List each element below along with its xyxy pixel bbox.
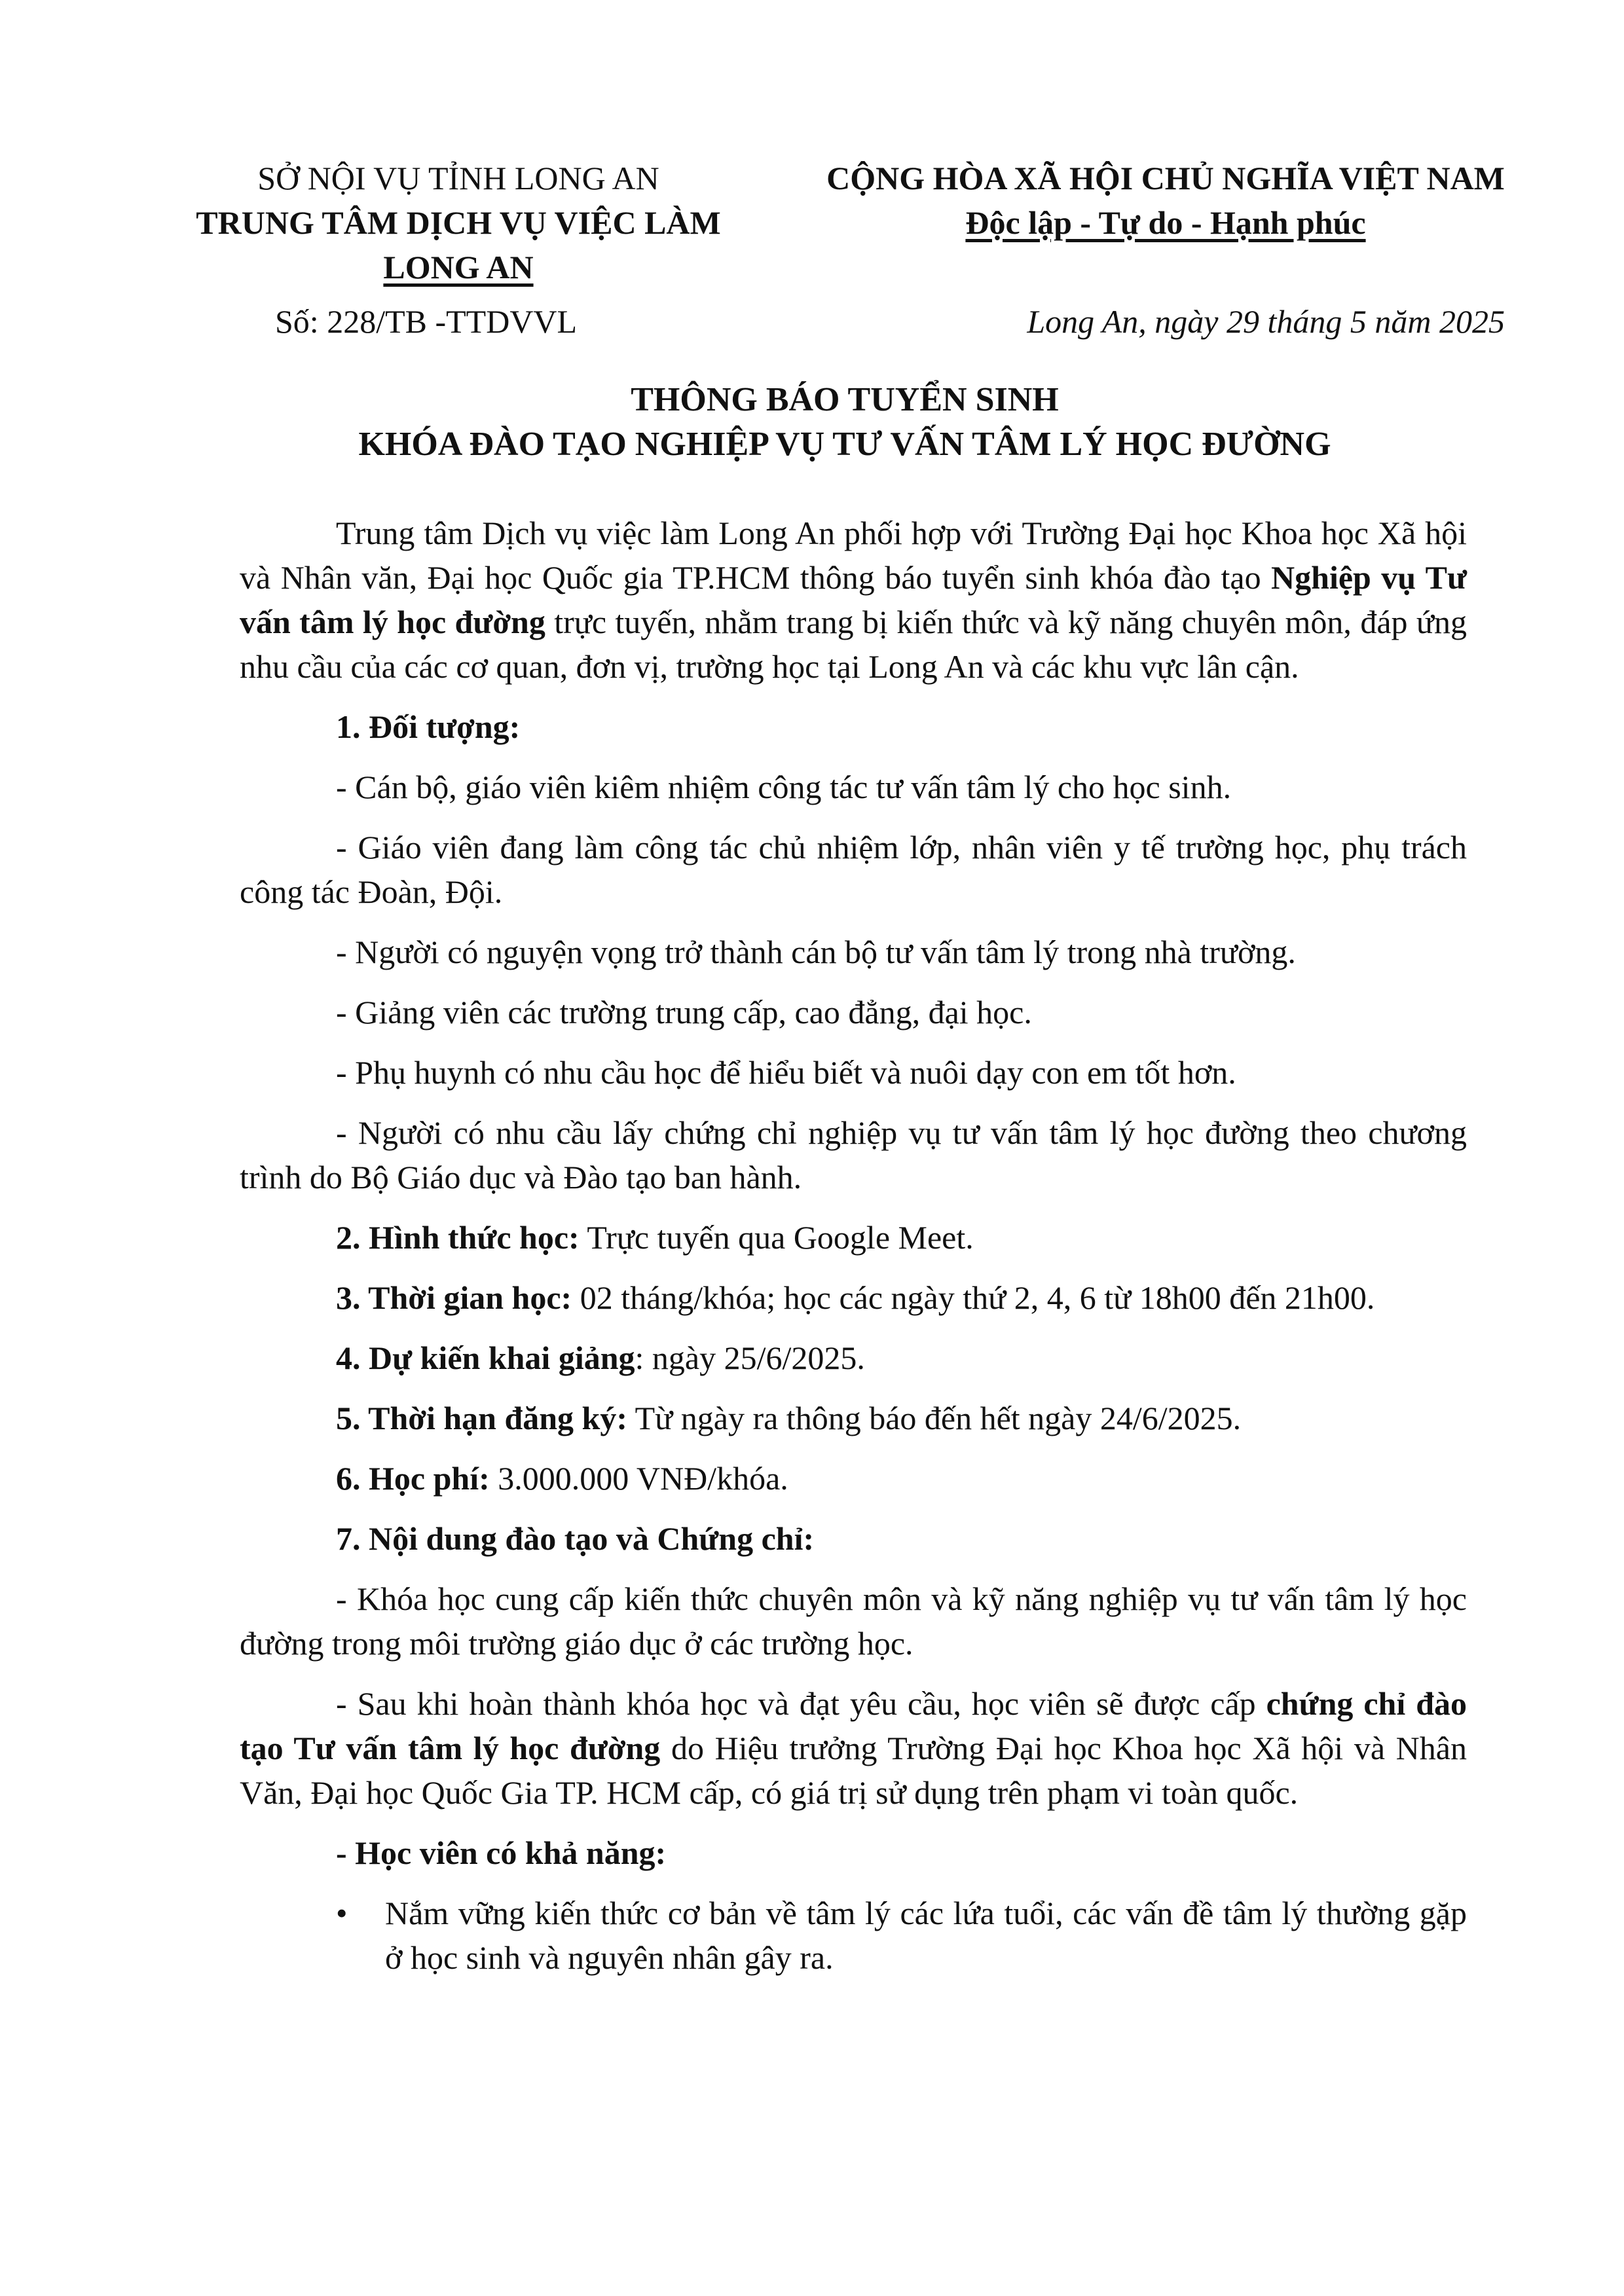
section-3-label: 3. Thời gian học: — [336, 1279, 572, 1316]
section-4-label: 4. Dự kiến khai giảng — [336, 1339, 635, 1376]
document-body — [240, 511, 1467, 1995]
ability-list — [240, 1891, 1467, 1980]
target-item: - Giảng viên các trường trung cấp, cao đẳng, đại học. — [336, 994, 1032, 1030]
place-and-date: Long An, ngày 29 tháng 5 năm 2025 — [1027, 303, 1505, 340]
section-5-value: Từ ngày ra thông báo đến hết ngày 24/6/2025. — [627, 1400, 1242, 1436]
section-3-value: 02 tháng/khóa; học các ngày thứ 2, 4, 6 từ 18h00 đến 21h00. — [572, 1279, 1375, 1316]
section-5-label: 5. Thời hạn đăng ký: — [336, 1400, 628, 1436]
section-1-heading: 1. Đối tượng: — [336, 708, 521, 745]
section-6-fee — [240, 1456, 1467, 1501]
section-2-value: Trực tuyến qua Google Meet. — [579, 1219, 974, 1256]
title-line-2: KHÓA ĐÀO TẠO NGHIỆP VỤ TƯ VẤN TÂM LÝ HỌC ĐƯỜNG — [358, 426, 1331, 463]
section-2-label: 2. Hình thức học: — [336, 1219, 580, 1256]
title-line-1: THÔNG BÁO TUYỂN SINH — [631, 381, 1059, 418]
ability-item — [240, 1891, 1467, 1980]
document-number: Số: 228/TB -TTDVVL — [275, 303, 578, 340]
intro-paragraph — [240, 511, 1467, 689]
bullet-icon: • — [336, 1895, 348, 1931]
certificate-text-2: do Hiệu trưởng Trường Đại học Khoa học Xã hội và Nhân Văn, Đại học Quốc Gia TP. HCM cấp, có giá trị sử dụng trên phạm vi toàn quốc. — [240, 1730, 1467, 1811]
target-item: - Phụ huynh có nhu cầu học để hiểu biết và nuôi dạy con em tốt hơn. — [336, 1054, 1236, 1091]
motto-wrap — [805, 200, 1526, 245]
target-item: - Người có nhu cầu lấy chứng chỉ nghiệp vụ tư vấn tâm lý học đường theo chương trình do Bộ Giáo dục và Đào tạo ban hành. — [240, 1114, 1467, 1195]
intro-text-1: Trung tâm Dịch vụ việc làm Long An phối hợp với Trường Đại học Khoa học Xã hội và Nhân văn, Đại học Quốc gia TP.HCM thông báo tuyển sinh khóa đào tạo — [240, 515, 1467, 596]
ability-heading: - Học viên có khả năng: — [336, 1834, 667, 1871]
national-motto: Độc lập - Tự do - Hạnh phúc — [965, 204, 1366, 241]
certificate-item — [240, 1681, 1467, 1815]
ability-text: Nắm vững kiến thức cơ bản về tâm lý các lứa tuổi, các vấn đề tâm lý thường gặp ở học sinh và nguyên nhân gây ra. — [385, 1895, 1467, 1976]
section-7-heading: 7. Nội dung đào tạo và Chứng chỉ: — [336, 1520, 815, 1557]
agency-name: TRUNG TÂM DỊCH VỤ VIỆC LÀM — [196, 204, 721, 241]
parent-agency: SỞ NỘI VỤ TỈNH LONG AN — [257, 160, 659, 196]
target-item: - Cán bộ, giáo viên kiêm nhiệm công tác tư vấn tâm lý cho học sinh. — [336, 769, 1232, 805]
target-item: - Người có nguyện vọng trở thành cán bộ tư vấn tâm lý trong nhà trường. — [336, 934, 1296, 970]
section-3-schedule — [240, 1275, 1467, 1320]
section-6-value: 3.000.000 VNĐ/khóa. — [489, 1460, 788, 1497]
section-5-deadline — [240, 1396, 1467, 1440]
section-4-value: : ngày 25/6/2025. — [635, 1339, 865, 1376]
section-2-study-mode — [240, 1215, 1467, 1260]
issuing-agency-block — [164, 156, 753, 289]
document-title — [164, 378, 1526, 467]
content-item: - Khóa học cung cấp kiến thức chuyên môn và kỹ năng nghiệp vụ tư vấn tâm lý học đường trong môi trường giáo dục ở các trường học. — [240, 1580, 1467, 1662]
nation-name: CỘNG HÒA XÃ HỘI CHỦ NGHĨA VIỆT NAM — [826, 160, 1505, 196]
certificate-name: chứng chỉ đào tạo Tư vấn tâm lý học đường — [240, 1685, 1467, 1766]
section-6-label: 6. Học phí: — [336, 1460, 490, 1497]
national-header-block — [805, 156, 1526, 245]
intro-text-2: trực tuyến, nhằm trang bị kiến thức và kỹ năng chuyên môn, đáp ứng nhu cầu của các cơ quan, đơn vị, trường học tại Long An và các khu vực lân cận. — [240, 604, 1467, 685]
intro-course-name: Nghiệp vụ Tư vấn tâm lý học đường — [240, 559, 1467, 640]
certificate-text-1: - Sau khi hoàn thành khóa học và đạt yêu cầu, học viên sẽ được cấp — [336, 1685, 1266, 1722]
section-4-opening — [240, 1336, 1467, 1380]
agency-name-line2-wrap — [164, 245, 753, 289]
agency-name-line2: LONG AN — [383, 249, 534, 285]
target-item: - Giáo viên đang làm công tác chủ nhiệm lớp, nhân viên y tế trường học, phụ trách công tác Đoàn, Đội. — [240, 829, 1467, 910]
